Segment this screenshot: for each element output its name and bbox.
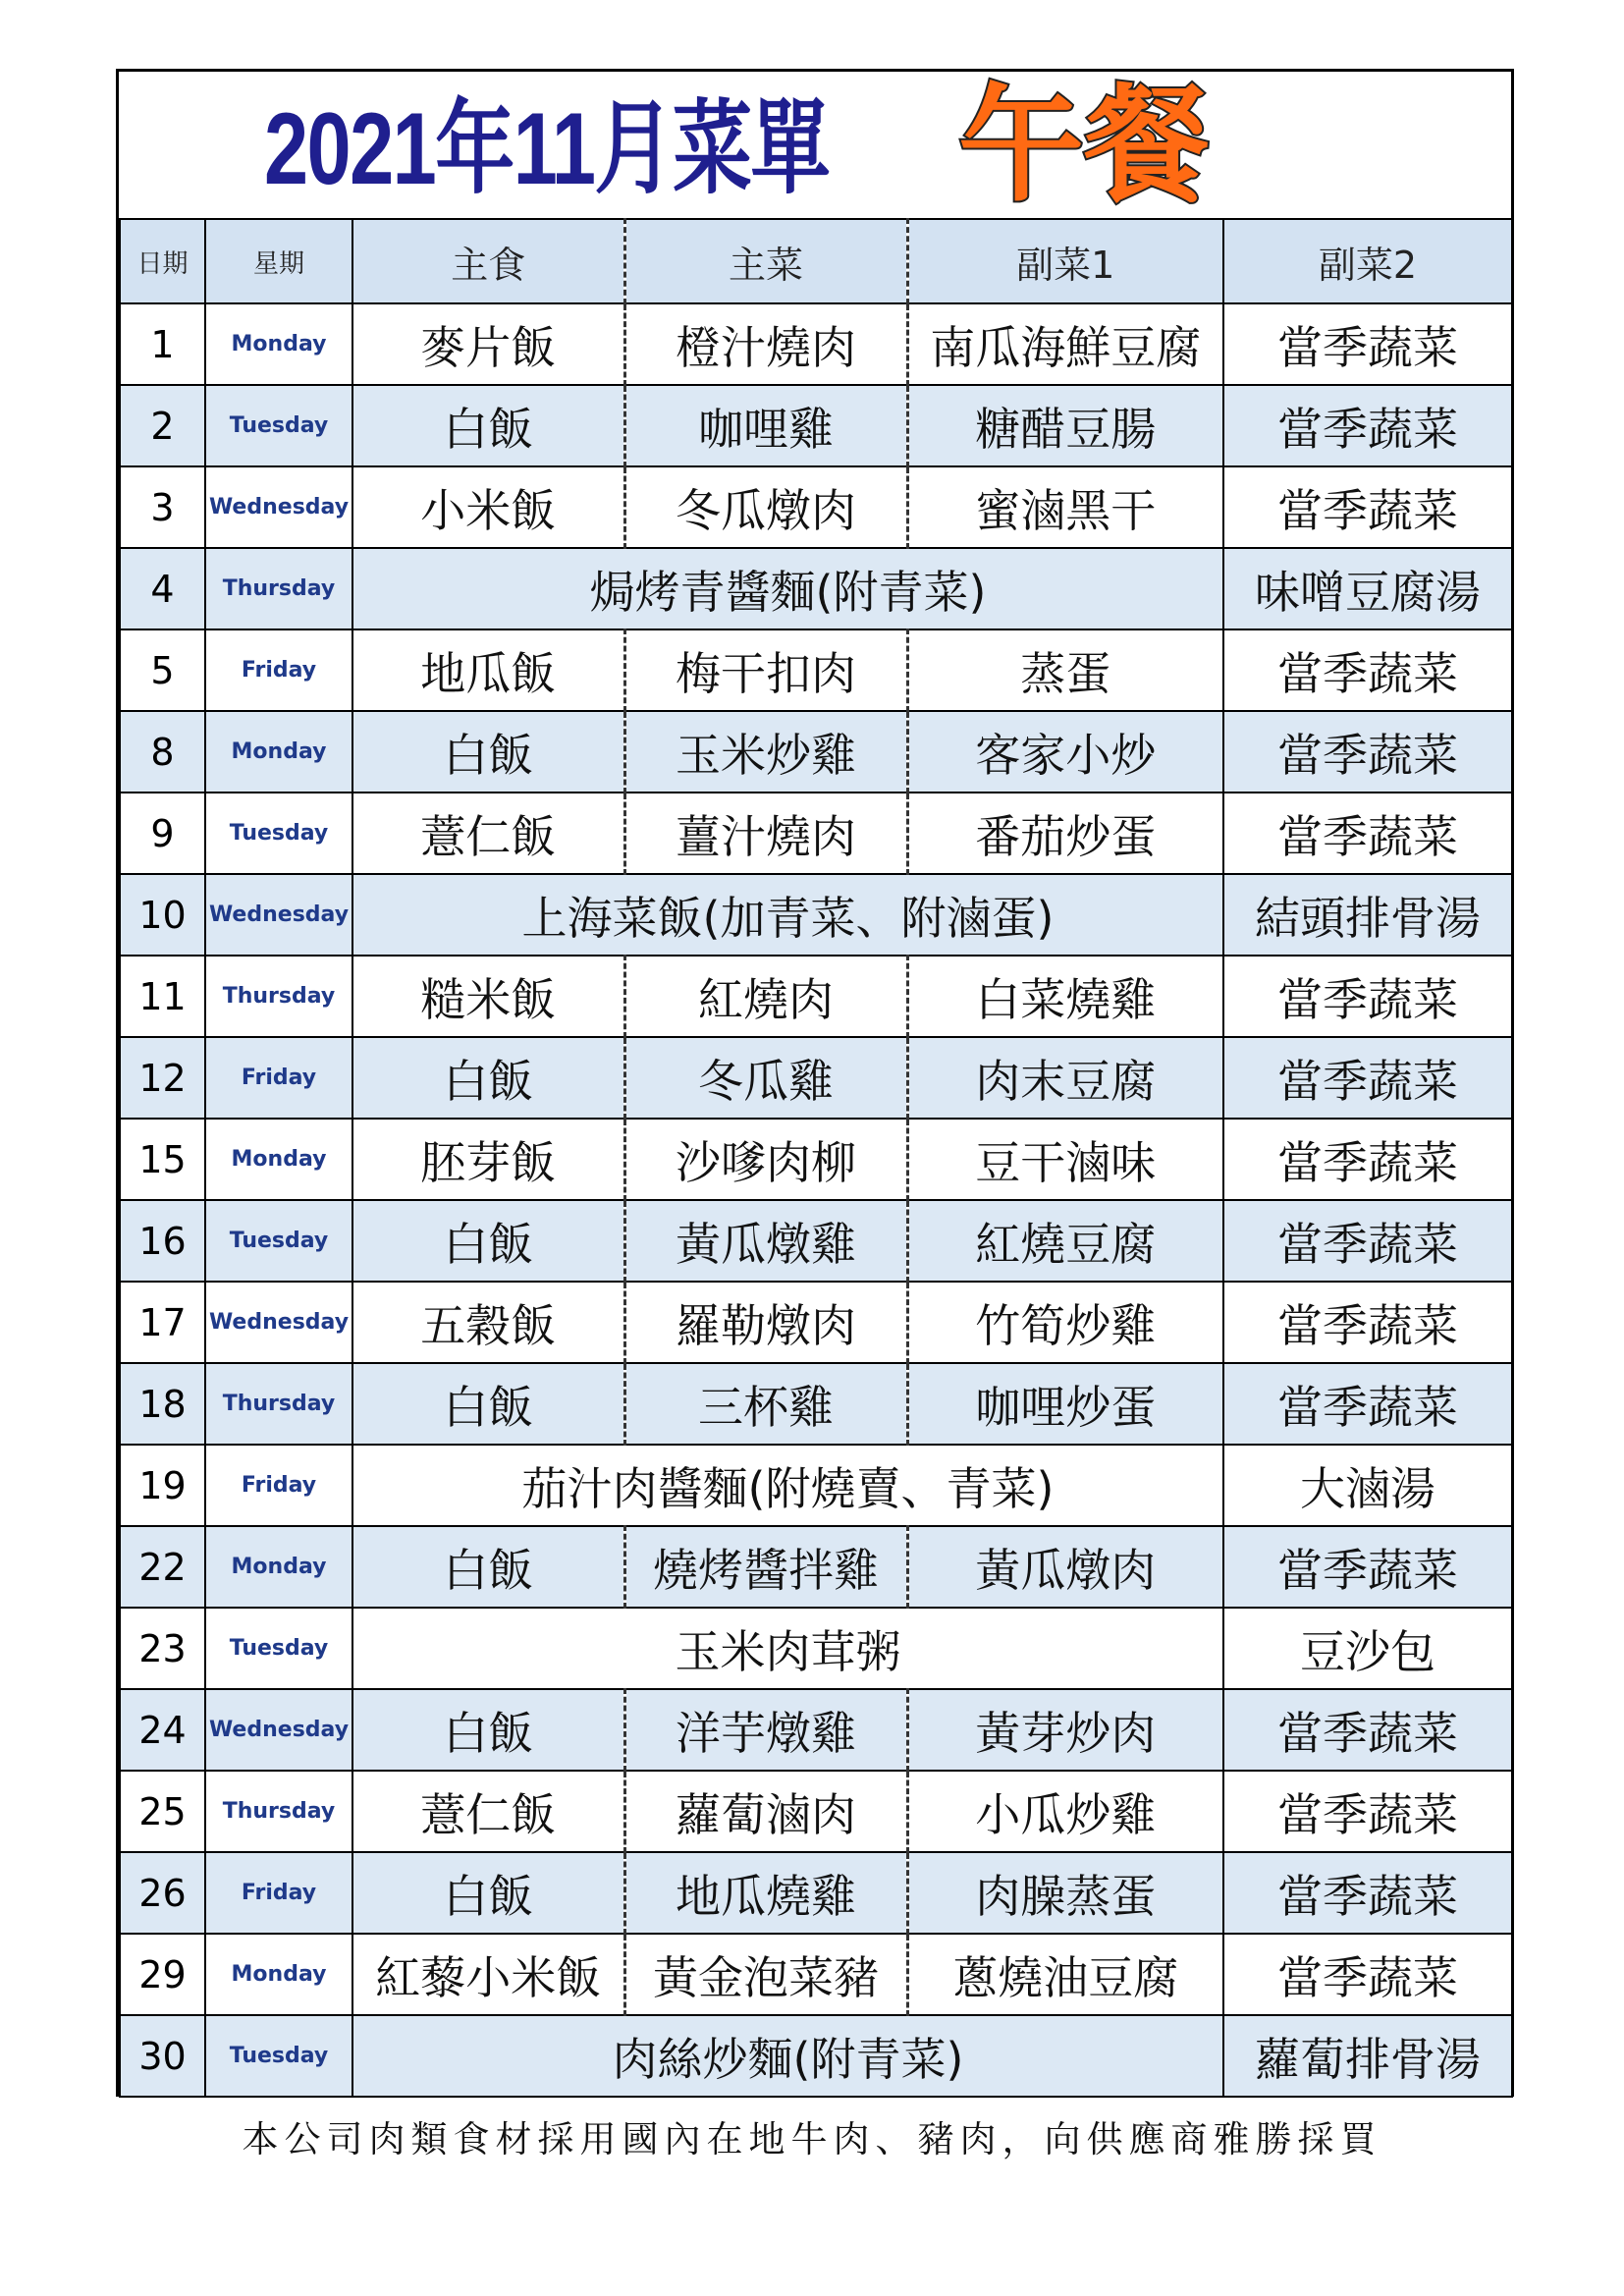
menu-title: 2021年11月菜單 bbox=[264, 92, 830, 206]
day-cell: 4 bbox=[120, 548, 205, 629]
table-row bbox=[120, 1934, 1512, 2015]
side2-cell: 當季蔬菜 bbox=[1223, 1934, 1512, 2015]
combined-meal-cell: 肉絲炒麵(附青菜) bbox=[352, 2015, 1223, 2097]
weekday-cell: Monday bbox=[205, 1119, 352, 1200]
staple-cell: 麥片飯 bbox=[352, 303, 624, 385]
day-cell: 24 bbox=[120, 1689, 205, 1771]
side1-cell: 竹筍炒雞 bbox=[907, 1282, 1223, 1363]
side1-cell: 南瓜海鮮豆腐 bbox=[907, 303, 1223, 385]
staple-cell: 糙米飯 bbox=[352, 956, 624, 1037]
main-dish-cell: 地瓜燒雞 bbox=[624, 1852, 907, 1934]
side1-cell: 番茄炒蛋 bbox=[907, 793, 1223, 874]
staple-cell: 白飯 bbox=[352, 1037, 624, 1119]
weekday-cell: Tuesday bbox=[205, 793, 352, 874]
day-cell: 19 bbox=[120, 1445, 205, 1526]
weekday-cell: Monday bbox=[205, 1526, 352, 1608]
day-cell: 2 bbox=[120, 385, 205, 466]
side1-cell: 糖醋豆腸 bbox=[907, 385, 1223, 466]
table-row bbox=[120, 1445, 1512, 1526]
side1-cell: 黃瓜燉肉 bbox=[907, 1526, 1223, 1608]
staple-cell: 胚芽飯 bbox=[352, 1119, 624, 1200]
menu-body bbox=[120, 303, 1512, 2097]
staple-cell: 紅藜小米飯 bbox=[352, 1934, 624, 2015]
main-dish-cell: 梅干扣肉 bbox=[624, 629, 907, 711]
side2-cell: 當季蔬菜 bbox=[1223, 1526, 1512, 1608]
day-cell: 16 bbox=[120, 1200, 205, 1282]
weekday-cell: Wednesday bbox=[205, 1689, 352, 1771]
weekday-cell: Thursday bbox=[205, 1363, 352, 1445]
main-dish-cell: 冬瓜雞 bbox=[624, 1037, 907, 1119]
side2-cell: 當季蔬菜 bbox=[1223, 1119, 1512, 1200]
main-dish-cell: 蘿蔔滷肉 bbox=[624, 1771, 907, 1852]
main-dish-cell: 沙嗲肉柳 bbox=[624, 1119, 907, 1200]
side2-cell: 當季蔬菜 bbox=[1223, 466, 1512, 548]
table-row bbox=[120, 1200, 1512, 1282]
menu-table bbox=[119, 218, 1513, 2098]
side1-cell: 咖哩炒蛋 bbox=[907, 1363, 1223, 1445]
day-cell: 25 bbox=[120, 1771, 205, 1852]
side2-cell: 結頭排骨湯 bbox=[1223, 874, 1512, 956]
footer-note: 本公司肉類食材採用國內在地牛肉、豬肉，向供應商雅勝採買 bbox=[242, 2118, 1382, 2160]
day-cell: 22 bbox=[120, 1526, 205, 1608]
combined-meal-cell: 玉米肉茸粥 bbox=[352, 1608, 1223, 1689]
side1-cell: 蔥燒油豆腐 bbox=[907, 1934, 1223, 2015]
combined-meal-cell: 茄汁肉醬麵(附燒賣、青菜) bbox=[352, 1445, 1223, 1526]
day-cell: 30 bbox=[120, 2015, 205, 2097]
main-dish-cell: 薑汁燒肉 bbox=[624, 793, 907, 874]
side1-cell: 肉臊蒸蛋 bbox=[907, 1852, 1223, 1934]
weekday-cell: Friday bbox=[205, 629, 352, 711]
weekday-cell: Wednesday bbox=[205, 466, 352, 548]
staple-cell: 薏仁飯 bbox=[352, 793, 624, 874]
table-row bbox=[120, 466, 1512, 548]
table-row bbox=[120, 385, 1512, 466]
staple-cell: 小米飯 bbox=[352, 466, 624, 548]
table-row bbox=[120, 303, 1512, 385]
table-row bbox=[120, 629, 1512, 711]
day-cell: 9 bbox=[120, 793, 205, 874]
table-row bbox=[120, 793, 1512, 874]
main-dish-cell: 燒烤醬拌雞 bbox=[624, 1526, 907, 1608]
staple-cell: 白飯 bbox=[352, 1363, 624, 1445]
header-date: 日期 bbox=[120, 219, 205, 303]
staple-cell: 白飯 bbox=[352, 1852, 624, 1934]
weekday-cell: Wednesday bbox=[205, 1282, 352, 1363]
main-dish-cell: 黃金泡菜豬 bbox=[624, 1934, 907, 2015]
staple-cell: 白飯 bbox=[352, 1200, 624, 1282]
weekday-cell: Thursday bbox=[205, 1771, 352, 1852]
combined-meal-cell: 焗烤青醬麵(附青菜) bbox=[352, 548, 1223, 629]
side2-cell: 大滷湯 bbox=[1223, 1445, 1512, 1526]
weekday-cell: Monday bbox=[205, 711, 352, 793]
side2-cell: 味噌豆腐湯 bbox=[1223, 548, 1512, 629]
main-dish-cell: 冬瓜燉肉 bbox=[624, 466, 907, 548]
title-row bbox=[119, 72, 1511, 221]
side2-cell: 當季蔬菜 bbox=[1223, 956, 1512, 1037]
table-row bbox=[120, 1282, 1512, 1363]
main-dish-cell: 玉米炒雞 bbox=[624, 711, 907, 793]
menu-frame bbox=[116, 69, 1514, 2097]
side2-cell: 豆沙包 bbox=[1223, 1608, 1512, 1689]
day-cell: 8 bbox=[120, 711, 205, 793]
day-cell: 3 bbox=[120, 466, 205, 548]
side2-cell: 當季蔬菜 bbox=[1223, 793, 1512, 874]
side1-cell: 豆干滷味 bbox=[907, 1119, 1223, 1200]
main-dish-cell: 黃瓜燉雞 bbox=[624, 1200, 907, 1282]
weekday-cell: Thursday bbox=[205, 956, 352, 1037]
side1-cell: 客家小炒 bbox=[907, 711, 1223, 793]
header-weekday: 星期 bbox=[205, 219, 352, 303]
day-cell: 11 bbox=[120, 956, 205, 1037]
meal-title: 午餐 bbox=[958, 73, 1211, 219]
weekday-cell: Friday bbox=[205, 1037, 352, 1119]
table-row bbox=[120, 1689, 1512, 1771]
side1-cell: 蜜滷黑干 bbox=[907, 466, 1223, 548]
main-dish-cell: 咖哩雞 bbox=[624, 385, 907, 466]
main-dish-cell: 橙汁燒肉 bbox=[624, 303, 907, 385]
weekday-cell: Tuesday bbox=[205, 2015, 352, 2097]
side2-cell: 蘿蔔排骨湯 bbox=[1223, 2015, 1512, 2097]
side2-cell: 當季蔬菜 bbox=[1223, 629, 1512, 711]
main-dish-cell: 洋芋燉雞 bbox=[624, 1689, 907, 1771]
header-main: 主菜 bbox=[624, 219, 907, 303]
side1-cell: 肉末豆腐 bbox=[907, 1037, 1223, 1119]
table-row bbox=[120, 1771, 1512, 1852]
side2-cell: 當季蔬菜 bbox=[1223, 1852, 1512, 1934]
weekday-cell: Friday bbox=[205, 1852, 352, 1934]
staple-cell: 白飯 bbox=[352, 1689, 624, 1771]
side2-cell: 當季蔬菜 bbox=[1223, 1037, 1512, 1119]
day-cell: 10 bbox=[120, 874, 205, 956]
main-dish-cell: 三杯雞 bbox=[624, 1363, 907, 1445]
side2-cell: 當季蔬菜 bbox=[1223, 303, 1512, 385]
weekday-cell: Friday bbox=[205, 1445, 352, 1526]
header-row bbox=[120, 219, 1512, 303]
main-dish-cell: 羅勒燉肉 bbox=[624, 1282, 907, 1363]
header-side1: 副菜1 bbox=[907, 219, 1223, 303]
weekday-cell: Tuesday bbox=[205, 385, 352, 466]
day-cell: 1 bbox=[120, 303, 205, 385]
day-cell: 18 bbox=[120, 1363, 205, 1445]
table-row bbox=[120, 956, 1512, 1037]
staple-cell: 白飯 bbox=[352, 711, 624, 793]
table-row bbox=[120, 1037, 1512, 1119]
day-cell: 26 bbox=[120, 1852, 205, 1934]
table-row bbox=[120, 548, 1512, 629]
weekday-cell: Wednesday bbox=[205, 874, 352, 956]
header-side2: 副菜2 bbox=[1223, 219, 1512, 303]
header-staple: 主食 bbox=[352, 219, 624, 303]
weekday-cell: Tuesday bbox=[205, 1608, 352, 1689]
table-row bbox=[120, 1119, 1512, 1200]
main-dish-cell: 紅燒肉 bbox=[624, 956, 907, 1037]
weekday-cell: Monday bbox=[205, 303, 352, 385]
weekday-cell: Monday bbox=[205, 1934, 352, 2015]
combined-meal-cell: 上海菜飯(加青菜、附滷蛋) bbox=[352, 874, 1223, 956]
side1-cell: 蒸蛋 bbox=[907, 629, 1223, 711]
side2-cell: 當季蔬菜 bbox=[1223, 711, 1512, 793]
staple-cell: 地瓜飯 bbox=[352, 629, 624, 711]
staple-cell: 白飯 bbox=[352, 385, 624, 466]
side1-cell: 小瓜炒雞 bbox=[907, 1771, 1223, 1852]
side1-cell: 白菜燒雞 bbox=[907, 956, 1223, 1037]
day-cell: 15 bbox=[120, 1119, 205, 1200]
side1-cell: 黃芽炒肉 bbox=[907, 1689, 1223, 1771]
day-cell: 17 bbox=[120, 1282, 205, 1363]
side2-cell: 當季蔬菜 bbox=[1223, 1200, 1512, 1282]
weekday-cell: Tuesday bbox=[205, 1200, 352, 1282]
side2-cell: 當季蔬菜 bbox=[1223, 1363, 1512, 1445]
day-cell: 5 bbox=[120, 629, 205, 711]
table-row bbox=[120, 711, 1512, 793]
table-row bbox=[120, 2015, 1512, 2097]
side2-cell: 當季蔬菜 bbox=[1223, 1282, 1512, 1363]
side2-cell: 當季蔬菜 bbox=[1223, 385, 1512, 466]
staple-cell: 白飯 bbox=[352, 1526, 624, 1608]
weekday-cell: Thursday bbox=[205, 548, 352, 629]
day-cell: 12 bbox=[120, 1037, 205, 1119]
table-row bbox=[120, 874, 1512, 956]
side2-cell: 當季蔬菜 bbox=[1223, 1689, 1512, 1771]
side1-cell: 紅燒豆腐 bbox=[907, 1200, 1223, 1282]
staple-cell: 薏仁飯 bbox=[352, 1771, 624, 1852]
table-row bbox=[120, 1526, 1512, 1608]
side2-cell: 當季蔬菜 bbox=[1223, 1771, 1512, 1852]
table-row bbox=[120, 1363, 1512, 1445]
staple-cell: 五穀飯 bbox=[352, 1282, 624, 1363]
day-cell: 29 bbox=[120, 1934, 205, 2015]
table-row bbox=[120, 1852, 1512, 1934]
table-row bbox=[120, 1608, 1512, 1689]
day-cell: 23 bbox=[120, 1608, 205, 1689]
